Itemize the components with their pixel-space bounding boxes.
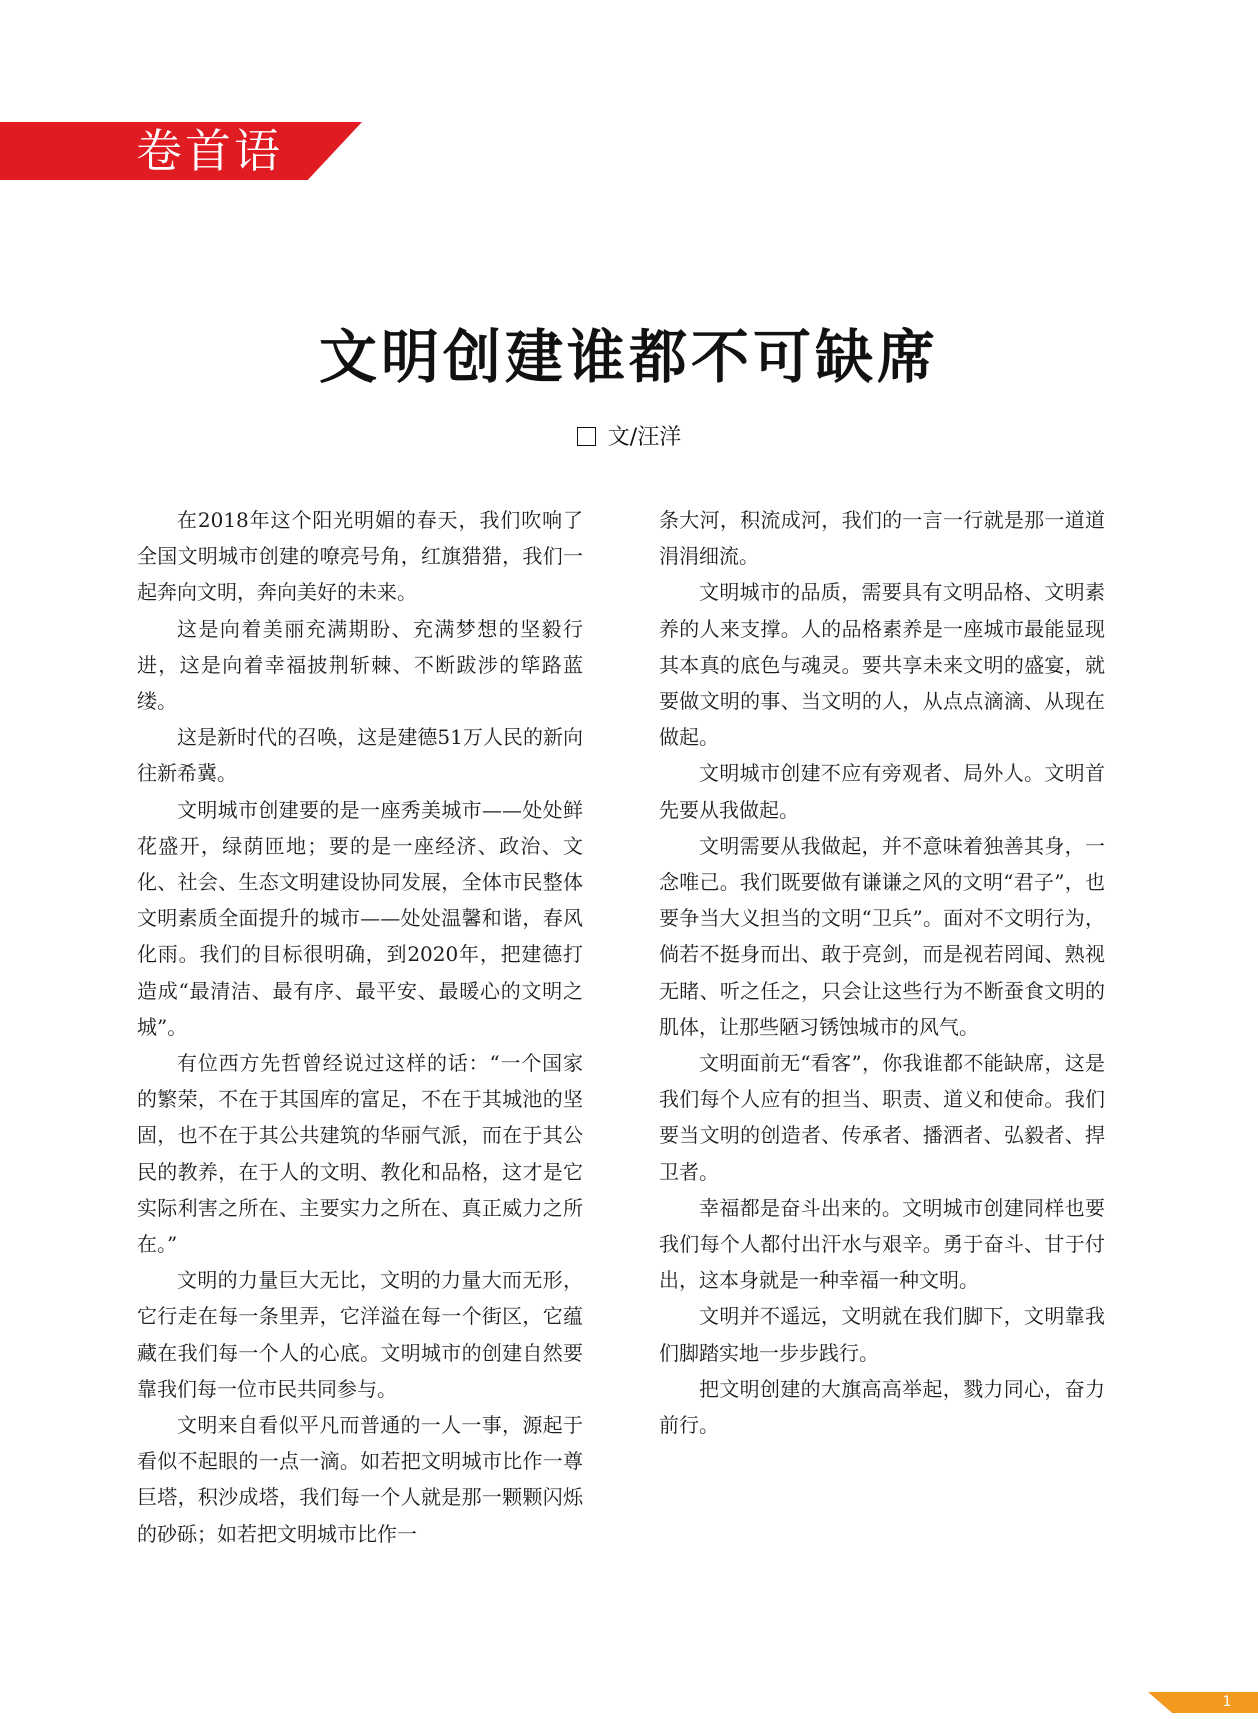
paragraph: 文明面前无“看客”，你我谁都不能缺席，这是我们每个人应有的担当、职责、道义和使命。我们要当文明的创造者、传承者、播洒者、弘毅者、捍卫者。 <box>659 1051 1105 1184</box>
section-label: 卷首语 <box>136 124 283 178</box>
paragraph: 文明需要从我做起，并不意味着独善其身，一念唯己。我们既要做有谦谦之风的文明“君子”，也要争当大义担当的文明“卫兵”。面对不文明行为，倘若不挺身而出、敢于亮剑，而是视若罔闻、熟视无睹、听之任之，只会让这些行为不断蚕食文明的肌体，让那些陋习锈蚀城市的风气。 <box>659 833 1105 1039</box>
right-column <box>659 502 1105 1443</box>
paragraph: 文明并不遥远，文明就在我们脚下，文明靠我们脚踏实地一步步践行。 <box>659 1304 1105 1365</box>
page-number: 1 <box>1222 1694 1232 1710</box>
paragraph: 有位西方先哲曾经说过这样的话：“一个国家的繁荣，不在于其国库的富足，不在于其城池的坚固，也不在于其公共建筑的华丽气派，而在于其公民的教养，在于人的文明、教化和品格，这才是它实际利害之所在、主要实力之所在、真正威力之所在。” <box>137 1051 583 1257</box>
square-icon <box>577 427 596 446</box>
byline <box>0 420 1258 451</box>
paragraph: 文明来自看似平凡而普通的一人一事，源起于看似不起眼的一点一滴。如若把文明城市比作一尊巨塔，积沙成塔，我们每一个人就是那一颗颗闪烁的砂砾；如若把文明城市比作一 <box>137 1413 583 1546</box>
paragraph-continued: 条大河，积流成河，我们的一言一行就是那一道道涓涓细流。 <box>659 508 1105 569</box>
paragraph: 文明的力量巨大无比，文明的力量大而无形，它行走在每一条里弄，它洋溢在每一个街区，它蕴藏在我们每一个人的心底。文明城市的创建自然要靠我们每一位市民共同参与。 <box>137 1268 583 1401</box>
paragraph: 在2018年这个阳光明媚的春天，我们吹响了全国文明城市创建的嘹亮号角，红旗猎猎，我们一起奔向文明，奔向美好的未来。 <box>137 508 583 605</box>
left-column <box>137 502 583 1552</box>
article-title: 文明创建谁都不可缺席 <box>318 323 939 391</box>
paragraph: 把文明创建的大旗高高举起，戮力同心，奋力前行。 <box>659 1376 1105 1438</box>
paragraph: 文明城市的品质，需要具有文明品格、文明素养的人来支撑。人的品格素养是一座城市最能显现其本真的底色与魂灵。要共享未来文明的盛宴，就要做文明的事、当文明的人，从点点滴滴、从现在做起。 <box>659 580 1105 750</box>
paragraph: 这是向着美丽充满期盼、充满梦想的坚毅行进，这是向着幸福披荆斩棘、不断跋涉的筚路蓝缕。 <box>137 616 583 714</box>
paragraph: 文明城市创建不应有旁观者、局外人。文明首先要从我做起。 <box>659 761 1105 822</box>
paragraph: 这是新时代的召唤，这是建德51万人民的新向往新希冀。 <box>137 725 583 786</box>
paragraph: 幸福都是奋斗出来的。文明城市创建同样也要我们每个人都付出汗水与艰辛。勇于奋斗、甘于付出，这本身就是一种幸福一种文明。 <box>659 1195 1105 1293</box>
author-credit: 文/汪洋 <box>607 425 682 450</box>
paragraph: 文明城市创建要的是一座秀美城市——处处鲜花盛开，绿荫匝地；要的是一座经济、政治、文化、社会、生态文明建设协同发展，全体市民整体文明素质全面提升的城市——处处温馨和谐，春风化雨。我们的目标很明确，到2020年，把建德打造成“最清洁、最有序、最平安、最暖心的文明之城”。 <box>137 797 583 1039</box>
